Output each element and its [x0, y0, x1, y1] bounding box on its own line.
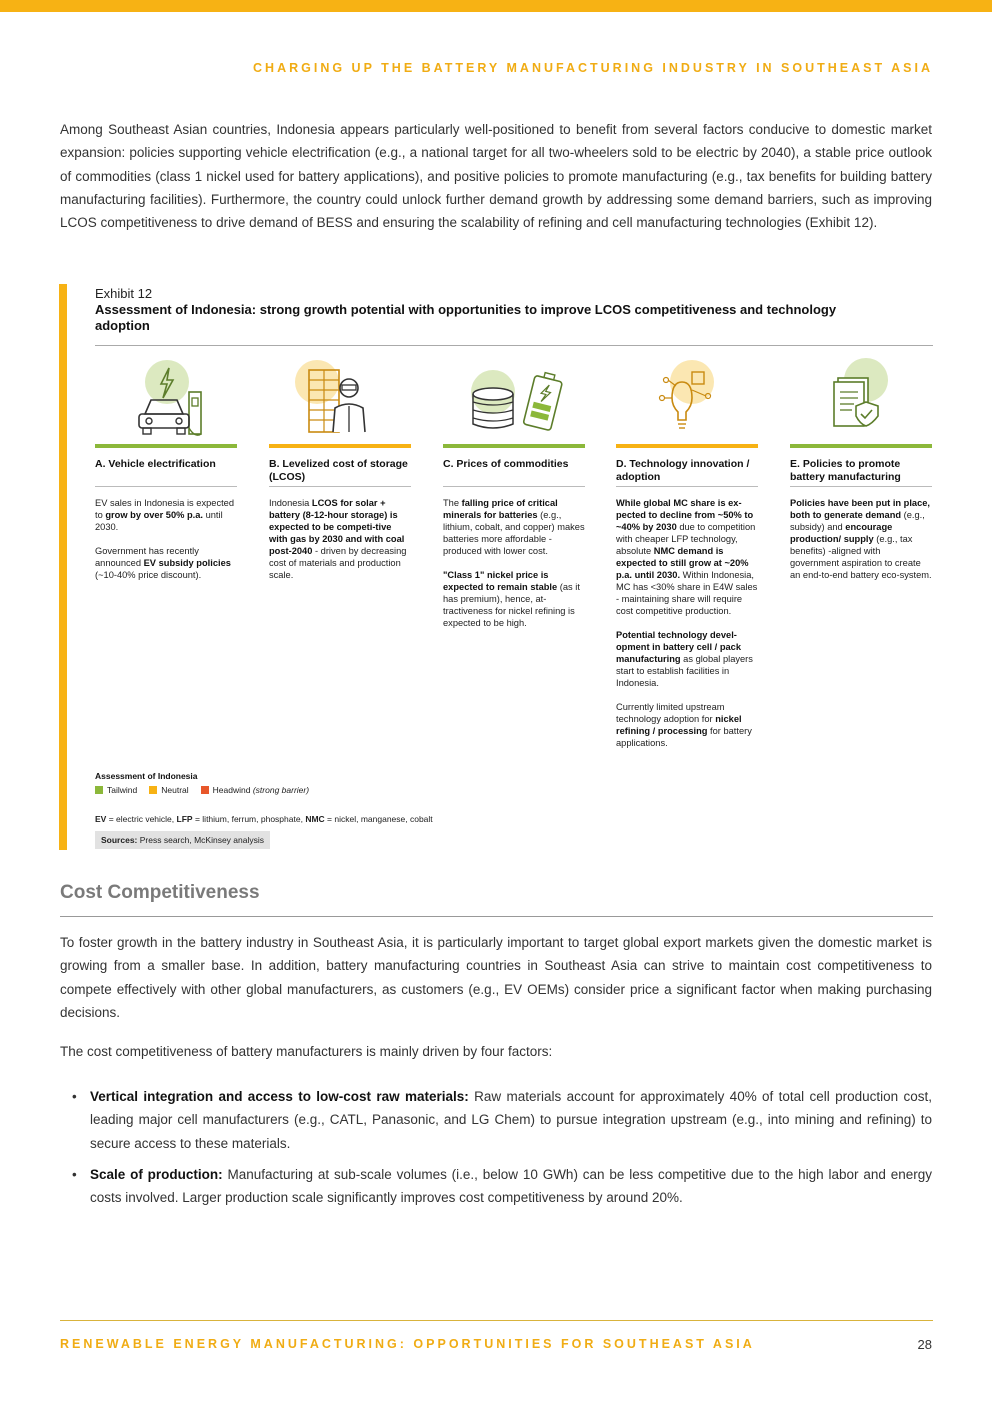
column-rule	[616, 486, 758, 487]
coins-battery-icon	[443, 358, 585, 444]
column-vehicle-electrification	[95, 358, 237, 593]
exhibit-label: Exhibit 12	[95, 286, 153, 301]
factor-list	[60, 1085, 932, 1217]
list-item: • Scale of production: Manufacturing at sub-scale volumes (i.e., below 10 GWh) can be less competitive due to the high labor and energy costs involved. Larger production scale significantly improves cost competitiveness by around 20%.	[60, 1163, 932, 1210]
legend-item-headwind: Headwind (strong barrier)	[201, 785, 309, 795]
legend-title: Assessment of Indonesia	[95, 771, 198, 781]
column-technology-innovation	[616, 358, 758, 761]
top-accent-bar	[0, 0, 992, 12]
column-body: EV sales in Indonesia is expected to grow by over 50% p.a. until 2030. Government has recently announced EV subsidy policies (~10-40% price discount).	[95, 498, 235, 580]
column-body: Policies have been put in place, both to generate demand (e.g., subsidy) and encourage production/ supply (e.g., tax benefits) -aligned with government aspiration to create an end-to-end battery eco-system.	[790, 498, 932, 580]
column-heading: B. Levelized cost of storage (LCOS)	[269, 458, 408, 483]
sources-note: Sources: Press search, McKinsey analysis	[95, 831, 270, 849]
column-heading: C. Prices of commodities	[443, 458, 569, 470]
list-item: • Vertical integration and access to low-cost raw materials: Raw materials account for approximately 40% of total cell production cost, leading major cell manufacturers (e.g., CATL, Panasonic, and LG Chem) to pursue integration upstream (e.g., into mining and refining) to secure access to these materials.	[60, 1085, 932, 1155]
column-heading: D. Technology innovation / adoption	[616, 458, 750, 483]
exhibit-title: Assessment of Indonesia: strong growth potential with opportunities to improve LCOS competitiveness and technology adoption	[95, 302, 837, 333]
column-heading: E. Policies to promote battery manufacturing	[790, 458, 901, 483]
page-number: 28	[917, 1337, 932, 1352]
legend	[95, 785, 309, 795]
column-body: The falling price of critical minerals for batteries (e.g., lithium, cobalt, and copper) makes batteries more affordable - produced with lower cost. "Class 1" nickel price is expected to remain stable (as it has premium), hence, at-tractiveness for nickel refining is expected to be high.	[443, 498, 585, 628]
assessment-bar-neutral	[616, 444, 758, 448]
footer-title: RENEWABLE ENERGY MANUFACTURING: OPPORTUNITIES FOR SOUTHEAST ASIA	[60, 1337, 755, 1351]
running-header: CHARGING UP THE BATTERY MANUFACTURING INDUSTRY IN SOUTHEAST ASIA	[253, 61, 933, 75]
assessment-bar-neutral	[269, 444, 411, 448]
column-body: While global MC share is ex-pected to decline from ~50% to ~40% by 2030 due to competition with cheaper LFP technology, absolute NMC demand is expected to still grow at ~20% p.a. until 2030. Within Indonesia, MC has <30% share in E4W sales - maintaining share will require cost competitive production. Potential technology devel-opment in battery cell / pack manufacturing as global players start to establish facilities in Indonesia. Currently limited upstream technology adoption for nickel refining / processing for battery applications.	[616, 498, 758, 748]
column-commodity-prices	[443, 358, 585, 641]
section-paragraph-1: To foster growth in the battery industry in Southeast Asia, it is particularly important to target global export markets given the domestic market is growing from a smaller base. In addition, battery manufacturing countries in Southeast Asia can strive to maintain cost competitiveness to compete effectively with other global manufacturers, as customers (e.g., EV OEMs) consider price a significant factor when making purchasing decisions.	[60, 935, 932, 1020]
solar-worker-icon	[269, 358, 411, 444]
intro-paragraph: Among Southeast Asian countries, Indonesia appears particularly well-positioned to benefit from several factors conducive to domestic market expansion: policies supporting vehicle electrification (e.g., a national target for all two-wheelers sold to be electric by 2040), a stable price outlook of commodities (class 1 nickel used for battery applications), and positive policies to promote manufacturing (e.g., tax benefits for building battery manufacturing facilities). Furthermore, the country could unlock further demand growth by addressing some demand barriers, such as improving LCOS competitiveness to drive demand of BESS and ensuring the scalability of refining and cell manufacturing technologies (Exhibit 12).	[60, 122, 932, 231]
column-rule	[790, 486, 932, 487]
lightbulb-chip-icon	[616, 358, 758, 444]
exhibit-divider	[95, 345, 933, 346]
column-lcos	[269, 358, 411, 593]
ev-charging-icon	[95, 358, 237, 444]
section-divider	[60, 916, 933, 917]
footer-divider	[60, 1320, 933, 1321]
section-paragraph-2: The cost competitiveness of battery manufacturers is mainly driven by four factors:	[60, 1044, 553, 1059]
assessment-bar-tailwind	[443, 444, 585, 448]
exhibit-12	[59, 284, 933, 850]
legend-item-neutral: Neutral	[149, 785, 188, 795]
column-rule	[95, 486, 237, 487]
exhibit-side-bar	[59, 284, 67, 850]
column-rule	[269, 486, 411, 487]
column-body: Indonesia LCOS for solar + battery (8-12-hour storage) is expected to be competi-tive with gas by 2030 and with coal post-2040 - driven by decreasing cost of materials and production scale.	[269, 498, 407, 580]
column-rule	[443, 486, 585, 487]
legend-item-tailwind: Tailwind	[95, 785, 137, 795]
abbreviations-note: EV = electric vehicle, LFP = lithium, ferrum, phosphate, NMC = nickel, manganese, cobalt	[95, 814, 433, 824]
section-title: Cost Competitiveness	[60, 882, 260, 903]
column-policies	[790, 358, 932, 593]
policy-document-icon	[790, 358, 932, 444]
column-heading: A. Vehicle electrification	[95, 458, 216, 470]
assessment-bar-tailwind	[790, 444, 932, 448]
assessment-bar-tailwind	[95, 444, 237, 448]
